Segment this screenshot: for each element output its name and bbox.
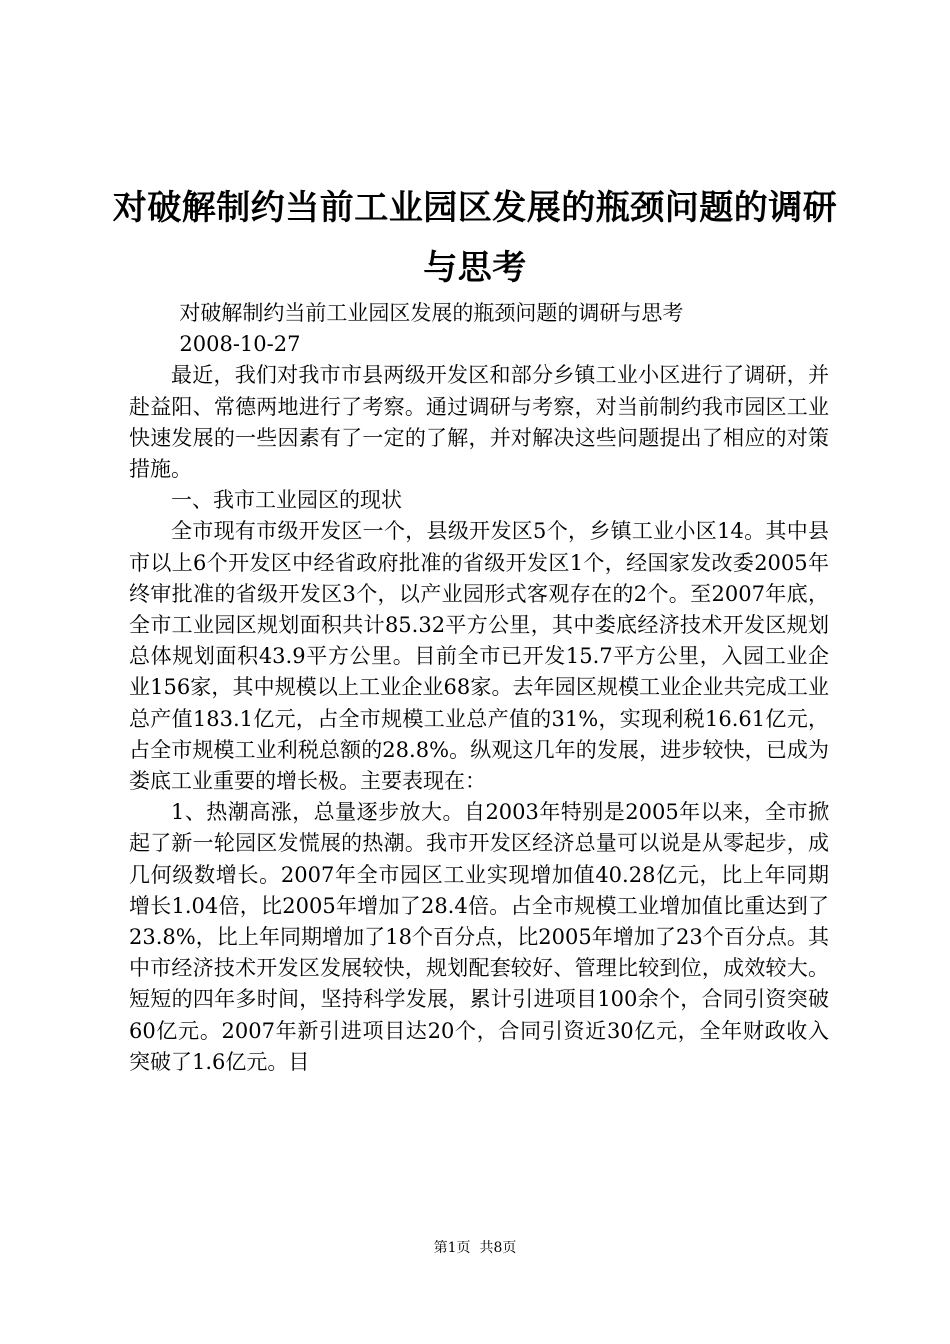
- document-date: 2008-10-27: [179, 332, 301, 357]
- section-heading: 一、我市工业园区的现状: [171, 488, 402, 513]
- paragraph-intro: 最近，我们对我市市县两级开发区和部分乡镇工业小区进行了调研，并赴益阳、常德两地进行了考察。通过调研与考察，对当前制约我市园区工业快速发展的一些因素有了一定的了解，并对解决这些问题提出了相应的对策措施。: [129, 363, 829, 482]
- paragraph-status: 全市现有市级开发区一个，县级开发区5个，乡镇工业小区14。其中县市以上6个开发区中经省政府批准的省级开发区1个，经国家发改委2005年终审批准的省级开发区3个，以产业园形式客观存在的2个。至2007年底，全市工业园区规划面积共计85.32平方公里，其中娄底经济技术开发区规划总体规划面积43.9平方公里。目前全市已开发15.7平方公里，入园工业企业156家，其中规模以上工业企业68家。去年园区规模工业企业共完成工业总产值183.1亿元，占全市规模工业总产值的31%，实现利税16.61亿元，占全市规模工业利税总额的28.8%。纵观这几年的发展，进步较快，已成为娄底工业重要的增长极。主要表现在：: [129, 519, 829, 794]
- page-footer: 第1页 共8页: [433, 1240, 517, 1256]
- document-body: [129, 298, 829, 1078]
- paragraph-point-1: 1、热潮高涨，总量逐步放大。自2003年特别是2005年以来，全市掀起了新一轮园区发慌展的热潮。我市开发区经济总量可以说是从零起步，成几何级数增长。2007年全市园区工业实现增加值40.28亿元，比上年同期增长1.04倍，比2005年增加了28.4倍。占全市规模工业增加值比重达到了23.8%，比上年同期增加了18个百分点，比2005年增加了23个百分点。其中市经济技术开发区发展较快，规划配套较好、管理比较到位，成效较大。短短的四年多时间，坚持科学发展，累计引进项目100余个，合同引资突破60亿元。2007年新引进项目达20个，合同引资近30亿元，全年财政收入突破了1.6亿元。目: [129, 800, 829, 1074]
- document-title: 对破解制约当前工业园区发展的瓶颈问题的调研与思考: [112, 188, 838, 288]
- document-subtitle: 对破解制约当前工业园区发展的瓶颈问题的调研与思考: [179, 301, 684, 325]
